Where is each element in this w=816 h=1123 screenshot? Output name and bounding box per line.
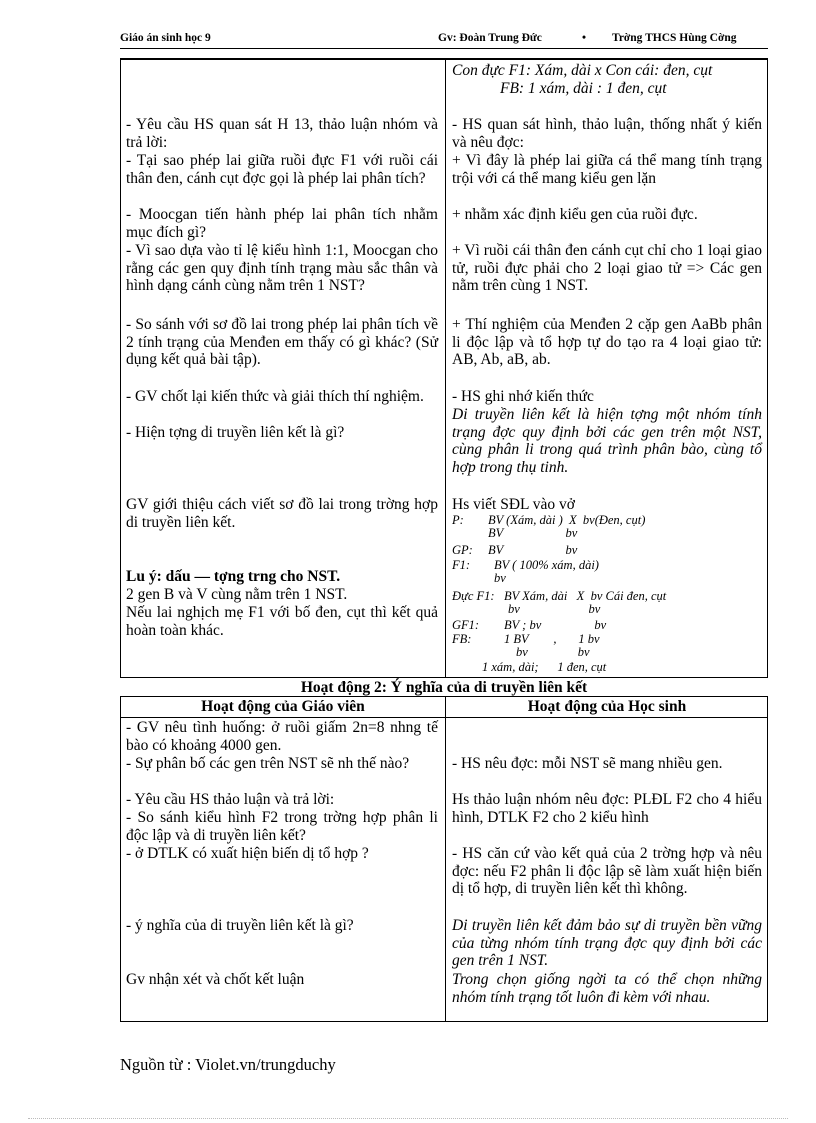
teacher-discussion: - Yêu cầu HS thảo luận và trả lời: <box>126 791 335 808</box>
note-line-3: Nếu lai nghịch mẹ F1 với bố đen, cụt thì kết quả hoàn toàn khác. <box>126 604 438 639</box>
diagram-f1: BV ( 100% xám, dài) <box>494 558 599 572</box>
student-distribution-answer: - HS nêu đợc: mỗi NST sẽ mang nhiều gen. <box>452 755 723 772</box>
teacher-question-6: - GV chốt lại kiến thức và giải thích thí nghiệm. <box>126 388 424 405</box>
teacher-column-header: Hoạt động của Giáo viên <box>201 698 365 715</box>
column-divider <box>445 60 446 677</box>
diagram-cross-bottom: bv bv <box>508 602 601 616</box>
teacher-question-7: - Hiện tợng di truyền liên kết là gì? <box>126 424 345 441</box>
note-line-2: 2 gen B và V cùng nằm trên 1 NST. <box>126 586 348 603</box>
cross-diagram <box>452 514 762 676</box>
diagram-f1-bottom: bv <box>494 571 506 585</box>
note-line-1: Lu ý: dấu — tợng trng cho NST. <box>126 568 341 585</box>
teacher-compare: - So sánh kiểu hình F2 trong trờng hợp phân li độc lập và di truyền liên kết? <box>126 809 438 844</box>
teacher-question-3: - Moocgan tiến hành phép lai phân tích nhằm mục đích gì? <box>126 206 438 241</box>
header-teacher: Gv: Đoàn Trung Đức <box>438 32 542 44</box>
teacher-question-1: - Yêu cầu HS quan sát H 13, thảo luận nhóm và trả lời: <box>126 116 438 151</box>
diagram-fb-result: 1 xám, dài; 1 đen, cụt <box>482 660 607 674</box>
cross-result-top <box>452 62 762 97</box>
student-answer-3: + nhằm xác định kiểu gen của ruồi đực. <box>452 206 698 223</box>
diagram-fb: 1 BV , 1 bv <box>504 632 600 646</box>
header-row-divider <box>121 717 767 718</box>
source-credit: Nguồn từ : Violet.vn/trungduchy <box>120 1055 336 1074</box>
activity-table-2 <box>120 696 768 1022</box>
diagram-cross-label: Đực F1: <box>452 589 495 603</box>
page-footer-line <box>28 1118 788 1119</box>
student-meaning-answer: Di truyền liên kết đảm bảo sự di truyền bền vững của từng nhóm tính trạng đợc quy định bởi các gen trên 1 NST. <box>452 917 762 969</box>
teacher-question-4: - Vì sao dựa vào tỉ lệ kiểu hình 1:1, Moocgan cho rằng các gen quy định tính trạng màu sắc thân và hình dạng cánh cùng nằm trên 1 NST? <box>126 242 438 294</box>
diagram-gf1-label: GF1: <box>452 618 480 632</box>
student-answer-4: + Vì ruồi cái thân đen cánh cụt chỉ cho 1 loại giao tử, ruồi đực phải cho 2 loại giao tử => Các gen nằm trên cùng 1 NST. <box>452 242 762 294</box>
teacher-intro: GV giới thiệu cách viết sơ đồ lai trong trờng hợp di truyền liên kết. <box>126 496 438 531</box>
diagram-f1-label: F1: <box>452 558 471 572</box>
header-subject: Giáo án sinh học 9 <box>120 32 211 44</box>
cross-line-1: Con đực F1: Xám, dài x Con cái: đen, cụt <box>452 62 713 79</box>
diagram-fb-label: FB: <box>452 632 472 646</box>
student-answer-1: - HS quan sát hình, thảo luận, thống nhất ý kiến và nêu đợc: <box>452 116 762 151</box>
header-school: Trờng THCS Hùng Cờng <box>612 32 737 44</box>
definition-linkage: Di truyền liên kết là hiện tợng một nhóm tính trạng đợc quy định bởi các gen trên một NST, cùng phân li trong quá trình phân bào, cùng tổ hợp trong thụ tinh. <box>452 406 762 476</box>
student-column-header: Hoạt động của Học sinh <box>527 698 687 715</box>
teacher-situation: - GV nêu tình huống: ở ruồi giấm 2n=8 nhng tế bào có khoảng 4000 gen. <box>126 719 438 754</box>
student-conclusion: Trong chọn giống ngời ta có thể chọn những nhóm tính trạng tốt luôn đi kèm với nhau. <box>452 971 762 1006</box>
diagram-gp: BV bv <box>488 543 578 557</box>
student-variation-answer: - HS căn cứ vào kết quả của 2 trờng hợp và nêu đợc: nếu F2 phân li độc lập sẽ làm xuất hiện biến dị tổ hợp, di truyền liên kết thì không. <box>452 845 762 897</box>
diagram-gp-label: GP: <box>452 543 473 557</box>
page-header <box>120 30 768 49</box>
teacher-meaning-question: - ý nghĩa của di truyền liên kết là gì? <box>126 917 354 934</box>
student-answer-5: + Thí nghiệm của Menđen 2 cặp gen AaBb phân li độc lập và tổ hợp tự do tạo ra 4 loại giao tử: AB, Ab, aB, ab. <box>452 316 762 368</box>
student-answer-6: - HS ghi nhớ kiến thức <box>452 388 594 405</box>
diagram-gf1: BV ; bv bv <box>504 618 607 632</box>
student-compare-answer: Hs thảo luận nhóm nêu đợc: PLĐL F2 cho 4 hiểu hình, DTLK F2 cho 2 kiểu hình <box>452 791 762 826</box>
teacher-question-2: - Tại sao phép lai giữa ruồi đực F1 với ruồi cái thân đen, cánh cụt đợc gọi là phép lai phân tích? <box>126 152 438 187</box>
student-answer-diagram: Hs viết SĐL vào vở <box>452 496 576 513</box>
section-title: Hoạt động 2: Ý nghĩa của di truyền liên kết <box>300 679 588 696</box>
diagram-fb-bottom: bv bv <box>516 645 590 659</box>
diagram-p: BV (Xám, dài ) X bv(Đen, cụt) <box>488 513 646 527</box>
student-answer-2: + Vì đây là phép lai giữa cá thể mang tính trạng trội với cá thể mang kiểu gen lặn <box>452 152 762 187</box>
column-divider-2 <box>445 697 446 1021</box>
diagram-p-bottom: BV bv <box>488 526 578 540</box>
teacher-variation-question: - ở DTLK có xuất hiện biến dị tổ hợp ? <box>126 845 369 862</box>
activity-table-1 <box>120 58 768 678</box>
teacher-conclusion: Gv nhận xét và chốt kết luận <box>126 971 305 988</box>
cross-line-2: FB: 1 xám, dài : 1 đen, cụt <box>500 79 667 97</box>
teacher-question-5: - So sánh với sơ đồ lai trong phép lai phân tích về 2 tính trạng của Menđen em thấy có gì khác? (Sử dụng kết quả bài tập). <box>126 316 438 368</box>
diagram-p-label: P: <box>452 513 464 527</box>
header-bullet: • <box>582 32 587 44</box>
teacher-question-distribution: - Sự phân bố các gen trên NST sẽ nh thế nào? <box>126 755 410 772</box>
diagram-cross: BV Xám, dài X bv Cái đen, cụt <box>504 589 667 603</box>
note-title <box>126 568 438 586</box>
